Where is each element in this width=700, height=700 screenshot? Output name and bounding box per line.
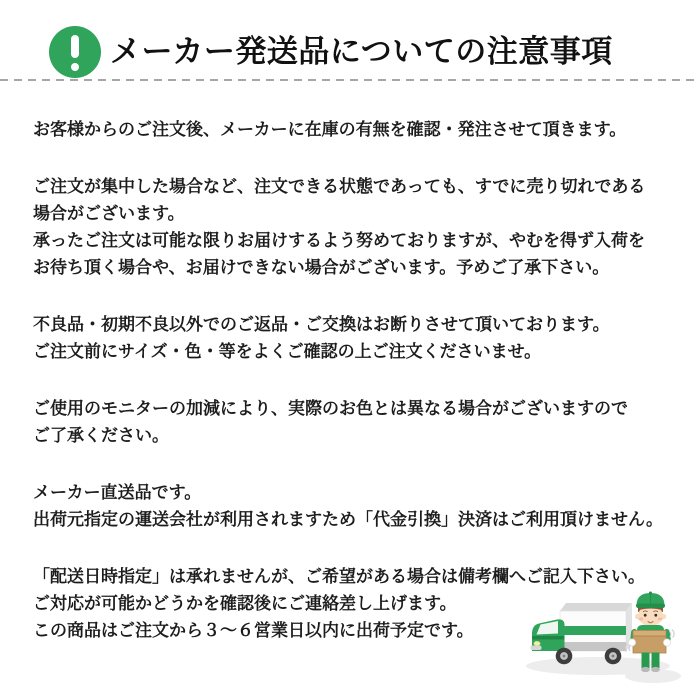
page-title: メーカー発送品についての注意事項 <box>110 34 613 69</box>
notice-line: 場合がございます。 <box>33 204 185 223</box>
alert-icon-dot <box>71 63 79 71</box>
notice-line: 承ったご注文は可能な限りお届けするよう努めておりますが、やむを得ず入荷を <box>33 231 645 250</box>
notice-line: 出荷元指定の運送会社が利用されますため「代金引換」決済はご利用頂けません。 <box>33 510 664 529</box>
notice-line: ご了承ください。 <box>33 426 169 445</box>
truck-wheel-rear <box>605 648 622 665</box>
alert-icon-bar <box>71 35 79 58</box>
cardboard-box-icon <box>633 631 666 654</box>
notice-line: お待ち頂く場合や、お届けできない場合がございます。予めご了承下さい。 <box>33 258 610 277</box>
alert-icon <box>49 26 101 78</box>
notice-paragraph <box>33 311 683 365</box>
notice-paragraph <box>33 479 683 533</box>
notice-line: ご使用のモニターの加減により、実際のお色とは異なる場合がございますので <box>33 399 628 418</box>
delivery-truck-illustration <box>520 584 700 696</box>
notice-line: 「配送日時指定」は承れませんが、ご希望がある場合は備考欄へご記入下さい。 <box>33 567 645 586</box>
notice-line: この商品はご注文から３～６営業日以内に出荷予定です。 <box>33 621 474 640</box>
truck-icon <box>531 603 633 664</box>
notice-paragraph <box>33 395 683 449</box>
truck-wheel-front <box>556 648 573 665</box>
notice-line: ご注文が集中した場合など、注文できる状態であっても、すでに売り切れである <box>33 177 646 196</box>
dashed-divider <box>0 79 700 81</box>
notice-line: メーカー直送品です。 <box>33 483 202 502</box>
notice-line: 不良品・初期不良以外でのご返品・ご交換はお断りさせて頂いております。 <box>33 315 610 334</box>
notice-line: ご対応が可能かどうかを確認後にご連絡差し上げます。 <box>33 594 457 613</box>
notice-paragraph <box>33 116 683 143</box>
notice-paragraph <box>33 173 683 281</box>
notice-line: ご注文前にサイズ・色・等をよくご確認の上ご注文くださいませ。 <box>33 342 542 361</box>
notice-line: お客様からのご注文後、メーカーに在庫の有無を確認・発注させて頂きます。 <box>33 120 627 139</box>
